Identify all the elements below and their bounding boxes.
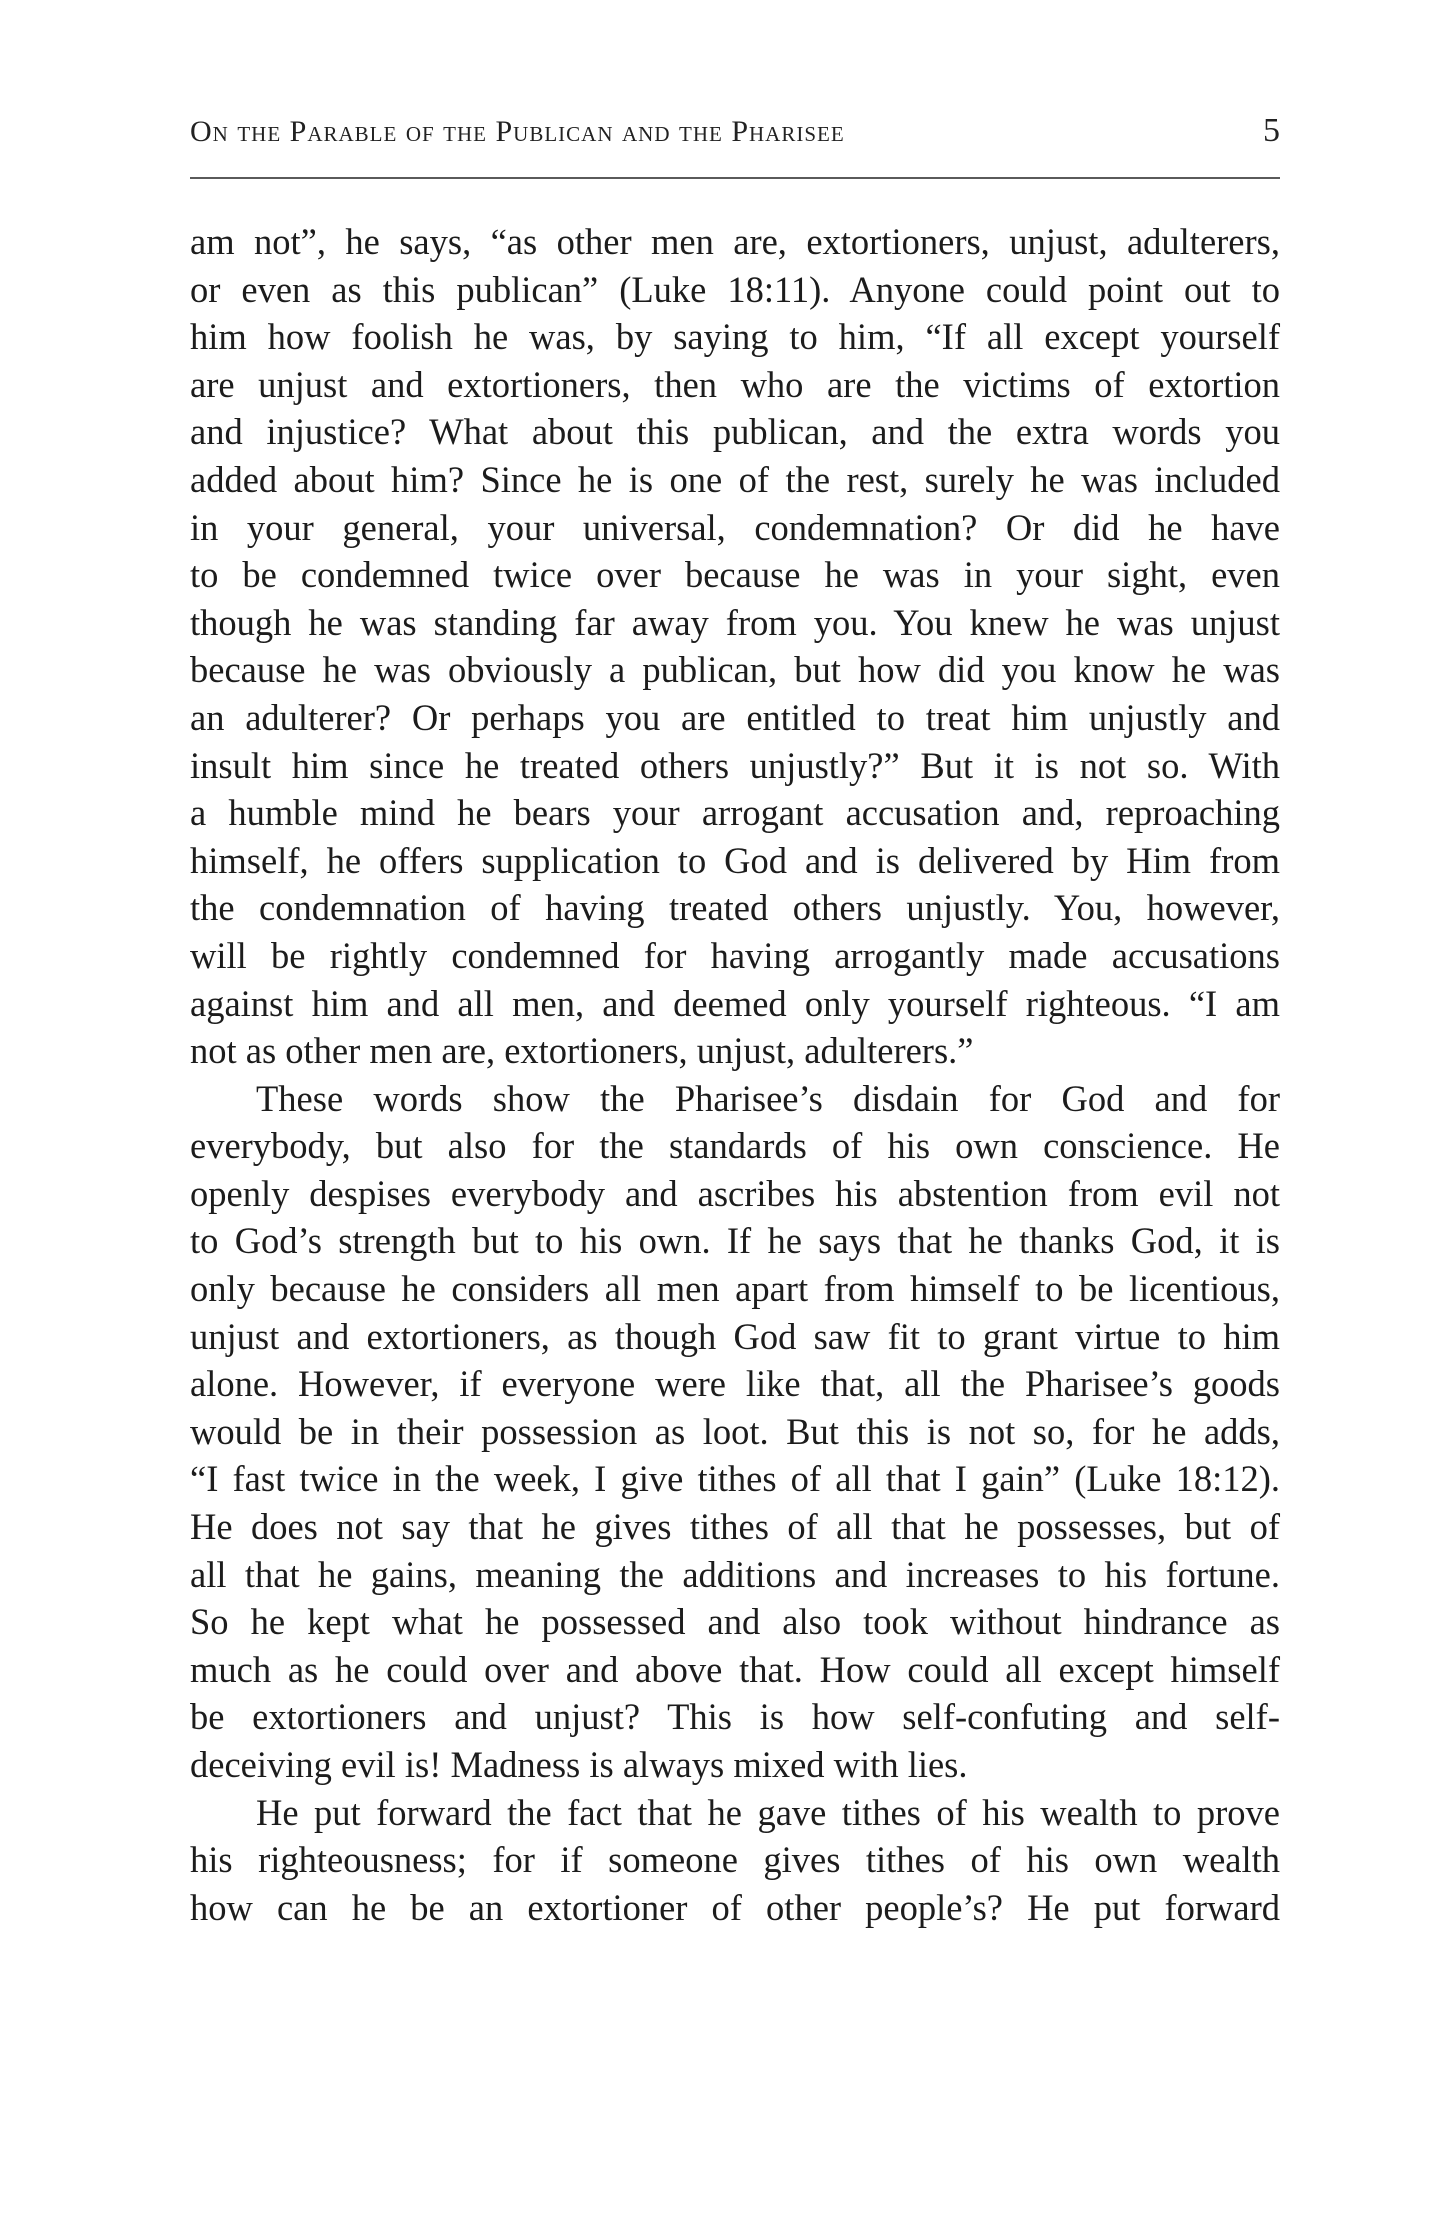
text-line: much as he could over and above that. How could all except himself bbox=[190, 1648, 1280, 1690]
text-line: only because he considers all men apart from himself to be licentious, bbox=[190, 1268, 1280, 1310]
text-line: how can he be an extortioner of other people’s? He put forward bbox=[190, 1886, 1280, 1928]
text-line: everybody, but also for the standards of his own conscience. He bbox=[190, 1125, 1280, 1167]
text-line: to be condemned twice over because he was in your sight, even bbox=[190, 554, 1280, 596]
text-line: against him and all men, and deemed only yourself righteous. “I am bbox=[190, 982, 1280, 1024]
text-line: am not”, he says, “as other men are, extortioners, unjust, adulterers, bbox=[190, 221, 1280, 262]
text-line: to God’s strength but to his own. If he says that he thanks God, it is bbox=[190, 1220, 1280, 1262]
text-line: “I fast twice in the week, I give tithes of all that I gain” (Luke 18:12). bbox=[190, 1458, 1280, 1500]
text-line: openly despises everybody and ascribes his abstention from evil not bbox=[190, 1172, 1280, 1214]
text-line: unjust and extortioners, as though God saw fit to grant virtue to him bbox=[190, 1315, 1280, 1357]
text-line: So he kept what he possessed and also took without hindrance as bbox=[190, 1601, 1280, 1643]
text-line: an adulterer? Or perhaps you are entitled to treat him unjustly and bbox=[190, 696, 1280, 738]
paragraph bbox=[190, 1789, 1280, 1932]
text-line: will be rightly condemned for having arrogantly made accusations bbox=[190, 934, 1280, 976]
page-number: 5 bbox=[1263, 112, 1280, 149]
text-line: or even as this publican” (Luke 18:11). Anyone could point out to bbox=[190, 268, 1280, 310]
text-line: all that he gains, meaning the additions and increases to his fortune. bbox=[190, 1553, 1280, 1595]
text-line: himself, he offers supplication to God and is delivered by Him from bbox=[190, 839, 1280, 881]
running-head bbox=[190, 112, 1280, 162]
text-line: though he was standing far away from you. You knew he was unjust bbox=[190, 601, 1280, 643]
text-line: his righteousness; for if someone gives tithes of his own wealth bbox=[190, 1839, 1280, 1881]
text-line: He does not say that he gives tithes of all that he possesses, but of bbox=[190, 1506, 1280, 1548]
text-line: not as other men are, extortioners, unjust, adulterers.” bbox=[190, 1030, 974, 1072]
text-line: insult him since he treated others unjustly?” But it is not so. With bbox=[190, 744, 1280, 786]
text-line: would be in their possession as loot. But this is not so, for he adds, bbox=[190, 1410, 1280, 1452]
text-line: a humble mind he bears your arrogant accusation and, reproaching bbox=[190, 792, 1280, 834]
header-rule bbox=[190, 177, 1280, 179]
text-line: are unjust and extortioners, then who are the victims of extortion bbox=[190, 363, 1280, 405]
text-line: alone. However, if everyone were like that, all the Pharisee’s goods bbox=[190, 1363, 1280, 1405]
text-line: the condemnation of having treated others unjustly. You, however, bbox=[190, 887, 1280, 929]
paragraph bbox=[190, 1075, 1280, 1789]
body-text bbox=[190, 218, 1280, 1931]
text-line: and injustice? What about this publican, and the extra words you bbox=[190, 411, 1280, 453]
text-line: deceiving evil is! Madness is always mixed with lies. bbox=[190, 1744, 968, 1785]
text-line: These words show the Pharisee’s disdain for God and for bbox=[256, 1077, 1280, 1119]
text-line: He put forward the fact that he gave tithes of his wealth to prove bbox=[256, 1791, 1280, 1833]
paragraph bbox=[190, 218, 1280, 1075]
text-line: because he was obviously a publican, but how did you know he was bbox=[190, 649, 1280, 691]
text-line: added about him? Since he is one of the rest, surely he was included bbox=[190, 458, 1280, 500]
text-line: him how foolish he was, by saying to him, “If all except yourself bbox=[190, 316, 1280, 358]
text-line: in your general, your universal, condemnation? Or did he have bbox=[190, 506, 1280, 548]
text-line: be extortioners and unjust? This is how self-confuting and self- bbox=[190, 1696, 1280, 1738]
running-title: On the Parable of the Publican and the Pharisee bbox=[190, 115, 845, 148]
